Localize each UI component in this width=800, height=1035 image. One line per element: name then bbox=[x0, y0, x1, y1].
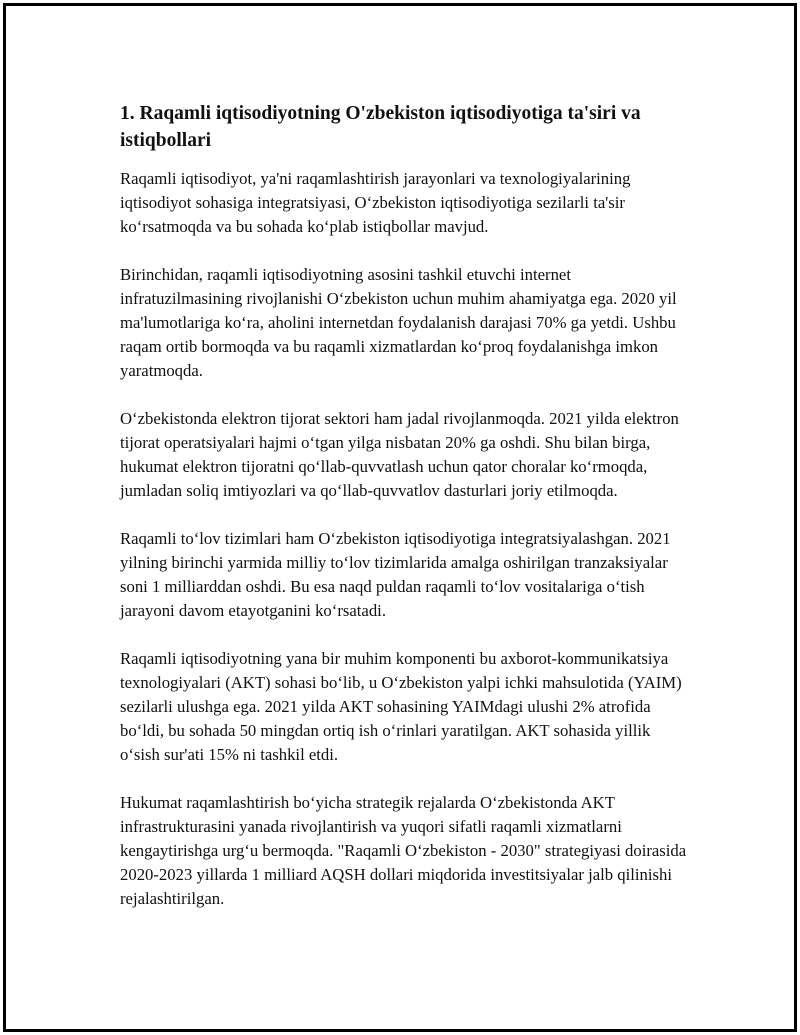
paragraph-strategy: Hukumat raqamlashtirish bo‘yicha strategik rejalarda O‘zbekistonda AKT infrastrukturasini yanada rivojlantirish va yuqori sifatli raqamli xizmatlarni kengaytirishga urg‘u bermoqda. "Raqamli O‘zbekiston - 2030" strategiyasi doirasida 2020-2023 yillarda 1 milliard AQSH dollari miqdorida investitsiyalar jalb qilinishi rejalashtirilgan. bbox=[120, 793, 687, 908]
paragraph-payments: Raqamli to‘lov tizimlari ham O‘zbekiston iqtisodiyotiga integratsiyalashgan. 2021 yilning birinchi yarmida milliy to‘lov tizimlarida amalga oshirilgan tranzaksiyalar soni 1 milliarddan oshdi. Bu esa naqd puldan raqamli to‘lov vositalariga o‘tish jarayoni davom etayotganini ko‘rsatadi. bbox=[120, 529, 671, 620]
document-title: 1. Raqamli iqtisodiyotning O'zbekiston iqtisodiyotiga ta'siri va istiqbollari bbox=[120, 103, 641, 151]
paragraph-intro: Raqamli iqtisodiyot, ya'ni raqamlashtirish jarayonlari va texnologiyalarining iqtisodiyot sohasiga integratsiyasi, O‘zbekiston iqtisodiyotiga sezilarli ta'sir ko‘rsatmoqda va bu sohada ko‘plab istiqbollar mavjud. bbox=[120, 169, 631, 236]
paragraph-ict: Raqamli iqtisodiyotning yana bir muhim komponenti bu axborot-kommunikatsiya texnologiyalari (AKT) sohasi bo‘lib, u O‘zbekiston yalpi ichki mahsulotida (YAIM) sezilarli ulushga ega. 2021 yilda AKT sohasining YAIMdagi ulushi 2% atrofida bo‘ldi, bu sohada 50 mingdan ortiq ish o‘rinlari yaratilgan. AKT sohasida yillik o‘sish sur'ati 15% ni tashkil etdi. bbox=[120, 649, 682, 764]
paragraph-ecommerce: O‘zbekistonda elektron tijorat sektori ham jadal rivojlanmoqda. 2021 yilda elektron tijorat operatsiyalari hajmi o‘tgan yilga nisbatan 20% ga oshdi. Shu bilan birga, hukumat elektron tijoratni qo‘llab-quvvatlash uchun qator choralar ko‘rmoqda, jumladan soliq imtiyozlari va qo‘llab-quvvatlov dasturlari joriy etilmoqda. bbox=[120, 409, 679, 500]
document-body bbox=[120, 100, 692, 935]
page-frame bbox=[3, 3, 797, 1032]
paragraph-internet: Birinchidan, raqamli iqtisodiyotning asosini tashkil etuvchi internet infratuzilmasining rivojlanishi O‘zbekiston uchun muhim ahamiyatga ega. 2020 yil ma'lumotlariga ko‘ra, aholini internetdan foydalanish darajasi 70% ga yetdi. Ushbu raqam ortib bormoqda va bu raqamli xizmatlardan ko‘proq foydalanishga imkon yaratmoqda. bbox=[120, 265, 677, 380]
